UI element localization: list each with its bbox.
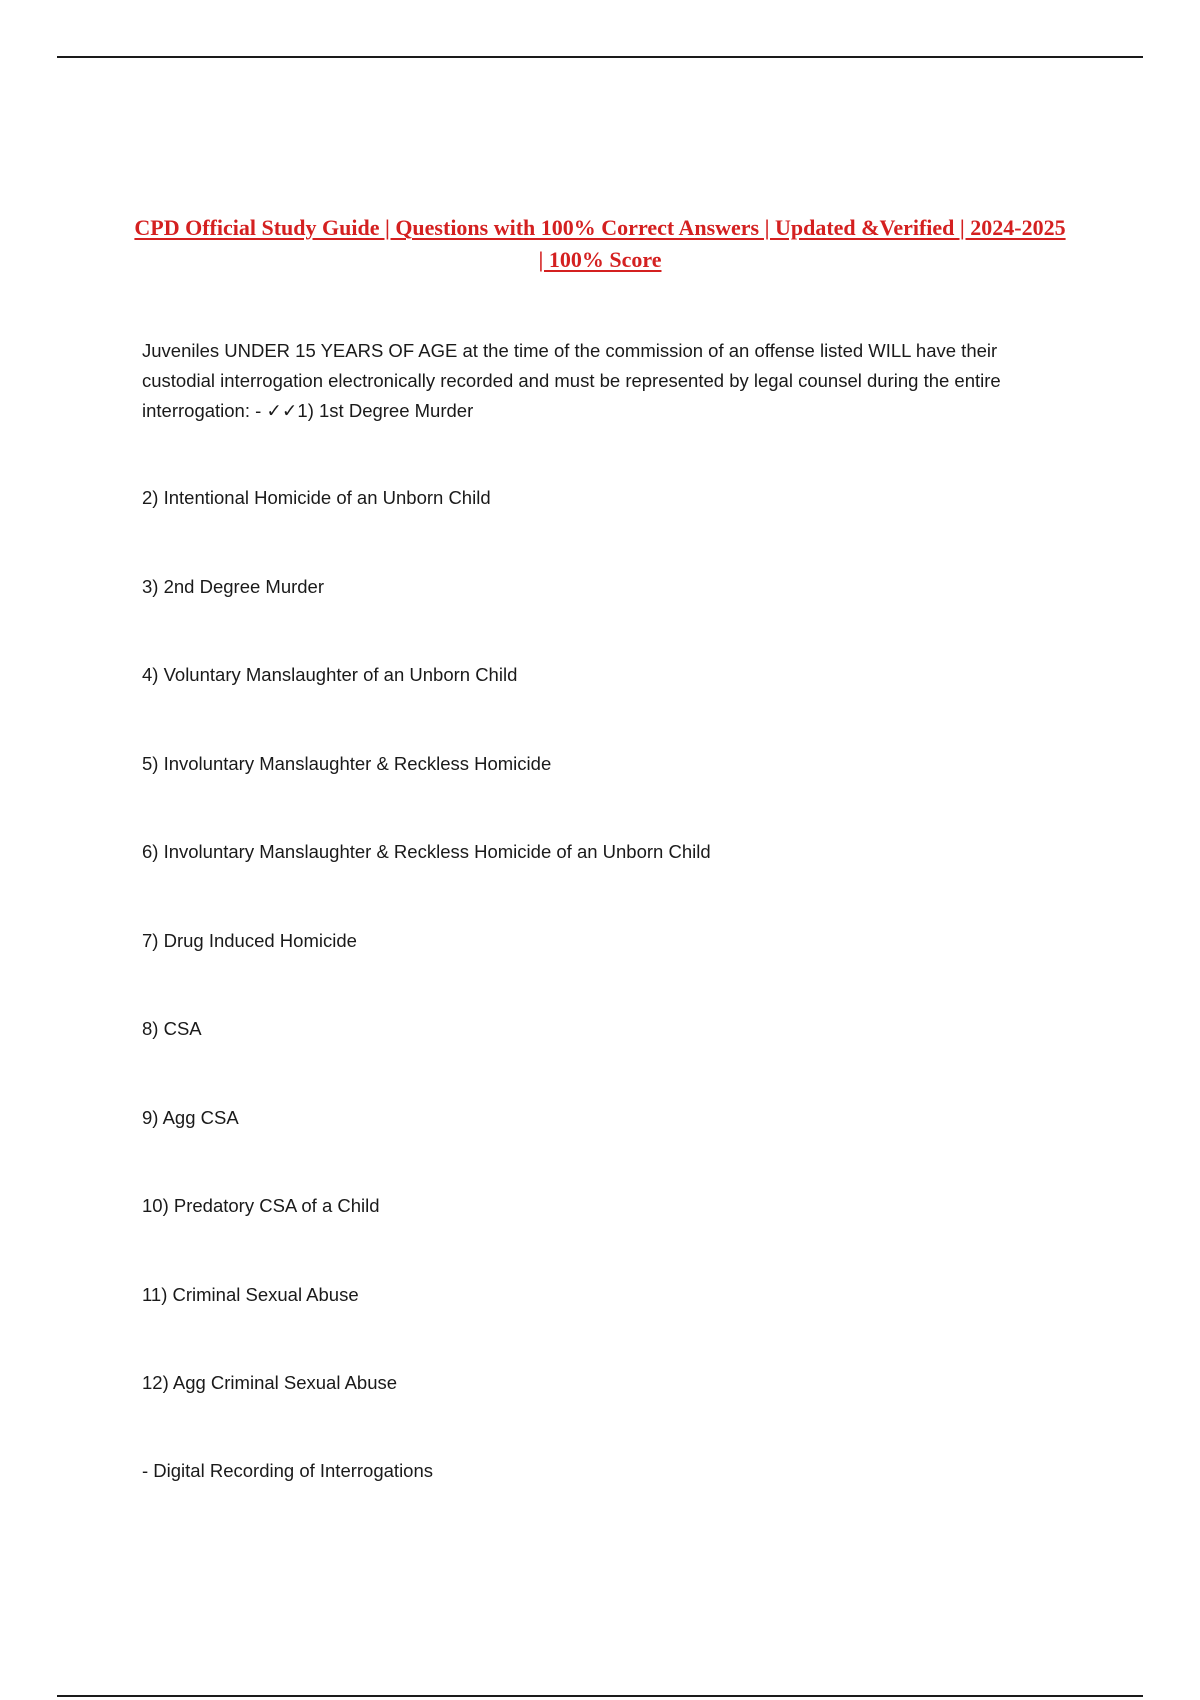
answer-item: 3) 2nd Degree Murder: [142, 575, 325, 597]
answer-item: 6) Involuntary Manslaughter & Reckless Homicide of an Unborn Child: [142, 841, 711, 862]
answer-item: 7) Drug Induced Homicide: [142, 929, 357, 951]
document-title: CPD Official Study Guide | Questions with 100% Correct Answers | Updated &Verified | 2024-2025 | 100% Score: [134, 215, 1066, 272]
answer-item: 8) CSA: [142, 1018, 202, 1039]
answer-item: 4) Voluntary Manslaughter of an Unborn Child: [142, 664, 518, 685]
answer-item: 5) Involuntary Manslaughter & Reckless Homicide: [142, 752, 552, 774]
top-rule: [57, 56, 1143, 58]
answer-item: 9) Agg CSA: [142, 1106, 239, 1128]
answer-item: 11) Criminal Sexual Abuse: [142, 1283, 359, 1305]
answer-list: [142, 483, 1042, 1457]
answer-item: 2) Intentional Homicide of an Unborn Child: [142, 487, 491, 508]
answer-item: 12) Agg Criminal Sexual Abuse: [142, 1372, 398, 1393]
answer-footnote: - Digital Recording of Interrogations: [142, 1460, 434, 1481]
bottom-rule: [57, 1695, 1143, 1697]
question-text: Juveniles UNDER 15 YEARS OF AGE at the time of the commission of an offense listed WILL have their custodial interrogation electronically recorded and must be represented by legal counsel during the entire interrogation: - ✓✓1) 1st Degree Murder: [142, 340, 1001, 421]
answer-item: 10) Predatory CSA of a Child: [142, 1195, 380, 1216]
